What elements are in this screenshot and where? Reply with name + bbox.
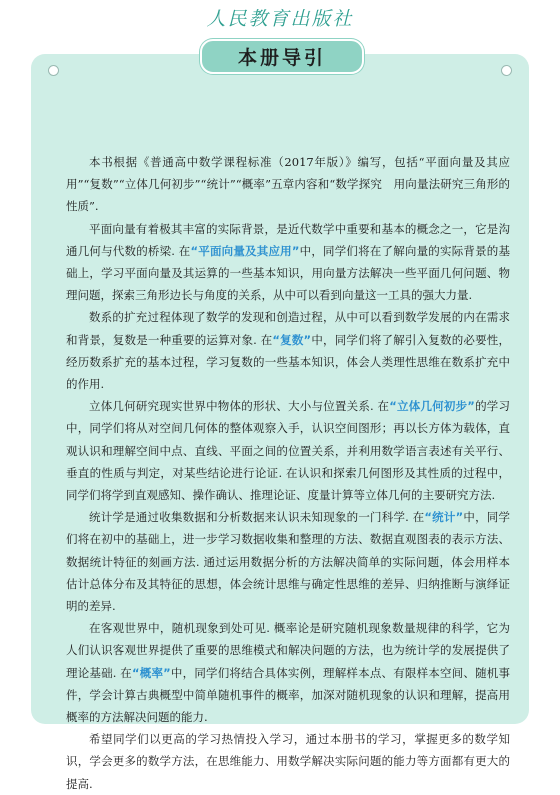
publisher-logo: 人民教育出版社: [206, 8, 354, 30]
chapter-highlight: “统计”: [424, 510, 464, 525]
paragraph: [66, 218, 510, 307]
binder-hole-left: [48, 65, 59, 76]
chapter-highlight: “复数”: [272, 332, 312, 347]
paragraph-text: 立体几何研究现实世界中物体的形状、大小与位置关系. 在: [89, 399, 390, 414]
paragraph-text: 的学习中，同学们将从对空间几何体的整体观察入手，认识空间图形；再以长方体为载体，直观认识和理解空间中点、直线、平面之间的位置关系，并利用数学语言表述有关平行、垂直的性质与判定，对某些结论进行论证. 在认识和探索几何图形及其性质的过程中，同学们将学到直观感知、操作确认、推理论证、度量计算等立体几何的主要研究方法.: [66, 399, 511, 503]
paragraph-text: 本书根据《普通高中数学课程标准（2017年版）》编写，包括“平面向量及其应用”“复数”“立体几何初步”“统计”“概率”五章内容和“数学探究 用向量法研究三角形的性质”.: [66, 155, 510, 214]
paragraph: [66, 728, 510, 795]
paragraph: [66, 151, 510, 218]
paragraph: [66, 306, 510, 395]
paragraph: [66, 395, 510, 506]
paragraph-text: 中，同学们将了解引入复数的必要性，经历数系扩充的基本过程，学习复数的一些基本知识，体会人类理性思维在数系扩充中的作用.: [66, 332, 511, 392]
paragraph-text: 中，同学们将结合具体实例，理解样本点、有限样本空间、随机事件，学会计算古典概型中简单随机事件的概率，加深对随机现象的认识和理解，提高用概率的方法解决问题的能力.: [66, 665, 511, 725]
page-title-tab: [200, 39, 364, 74]
paragraph-text: 数系的扩充过程体现了数学的发现和创造过程，从中可以看到数学发展的内在需求和背景，复数是一种重要的运算对象. 在: [66, 310, 510, 347]
paragraph-text: 平面向量有着极其丰富的实际背景，是近代数学中重要和基本的概念之一，它是沟通几何与代数的桥梁. 在: [66, 221, 510, 258]
paragraph-text: 在客观世界中，随机现象到处可见. 概率论是研究随机现象数量规律的科学，它为人们认识客观世界提供了重要的思维模式和解决问题的方法，也为统计学的发展提供了理论基础. 在: [66, 621, 510, 680]
paragraph: [66, 506, 510, 617]
paragraph: [66, 617, 510, 728]
chapter-highlight: “立体几何初步”: [389, 399, 475, 414]
chapter-highlight: “平面向量及其应用”: [190, 243, 300, 258]
intro-body: [66, 151, 510, 795]
binder-hole-right: [501, 65, 512, 76]
paragraph-text: 希望同学们以更高的学习热情投入学习，通过本册书的学习，掌握更多的数学知识，学会更多的数学方法，在思维能力、用数学解决实际问题的能力等方面都有更大的提高.: [66, 732, 510, 791]
chapter-highlight: “概率”: [132, 665, 171, 680]
paragraph-text: 统计学是通过收集数据和分析数据来认识未知现象的一门科学. 在: [89, 510, 425, 525]
paragraph-text: 中，同学们将在了解向量的实际背景的基础上，学习平面向量及其运算的一些基本知识，用向量方法解决一些平面几何问题、物理问题，探索三角形边长与角度的关系，从中可以看到向量这一工具的强大力量.: [66, 243, 511, 303]
paragraph-text: 中，同学们将在初中的基础上，进一步学习数据收集和整理的方法、数据直观图表的表示方法、数据统计特征的刻画方法. 通过运用数据分析的方法解决简单的实际问题，体会用样本估计总体分布及其特征的思想，体会统计思维与确定性思维的差异、归纳推断与演绎证明的差异.: [66, 510, 510, 614]
page-title: 本册导引: [237, 47, 326, 69]
